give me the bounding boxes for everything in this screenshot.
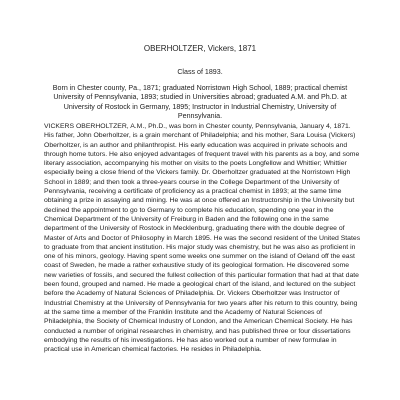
biography-summary: Born in Chester county, Pa., 1871; graduated Norristown High School, 1889; practical chemist University of Pennsylvania, 1893; studied in Universities abroad; graduated A.M. and Ph.D. at University of Rostock in Germany, 1895; Instructor in Industrial Chemistry, University of Pennsylvania. <box>52 84 348 120</box>
document-title: OBERHOLTZER, Vickers, 1871 <box>143 44 257 53</box>
biography-body: VICKERS OBERHOLTZER, A.M., Ph.D., was born in Chester county, Pennsylvania, January 4, 1871. His father, John Oberholtzer, is a grain merchant of Philadelphia; and his mother, Sara Louisa (Vickers) Oberholtzer, is an author and philanthropist. His early education was acquired in private schools and through home tutors. He also enjoyed advantages of frequent travel with his parents as a boy, and some literary association, accompanying his mother on visits to the poets Longfellow and Whittier; Whittier especially being a close friend of the Vickers family. Dr. Oberholtzer graduated at the Norristown High School in 1889; and then took a three-years course in the College Department of the University of Pennsylvania, receiving a certificate of proficiency as a practical chemist in 1893; at the same time obtaining a prize in assaying and mining. He was at once offered an Instructorship in the University but declined the appointment to go to Germany to complete his education, spending one year in the Chemical Department of the University of Freiburg in Baden and the following one in the same department of the University of Rostock in Mecklenburg, graduating there with the double degree of Master of Arts and Doctor of Philosophy in March 1895. He was the second resident of the United States to graduate from that ancient institution. His major study was chemistry, but he was also as proficient in one of his minors, geology. Having spent some weeks one summer on the island of Oeland off the east coast of Sweden, he made a rather exhaustive study of its geological formation. He discovered some new varieties of fossils, and secured the fullest collection of this particular formation that had at that date been found, grouped and named. He made a geological chart of the island, and lectured on the subject before the Academy of Natural Sciences of Philadelphia. Dr. Vickers Oberholtzer was Instructor of Industrial Chemistry at the University of Pennsylvania for two years after his return to this country, being at the same time a member of the Franklin Institute and the Academy of Natural Sciences of Philadelphia, the Society of Chemical Industry of London, and the American Chemical Society. He has conducted a number of original researches in chemistry, and has published three or four dissertations embodying the results of his investigations. He has also worked out a number of new formulae in practical use in American chemical factories. He resides in Philadelphia. <box>44 123 361 354</box>
class-year: Class of 1893. <box>177 68 223 76</box>
